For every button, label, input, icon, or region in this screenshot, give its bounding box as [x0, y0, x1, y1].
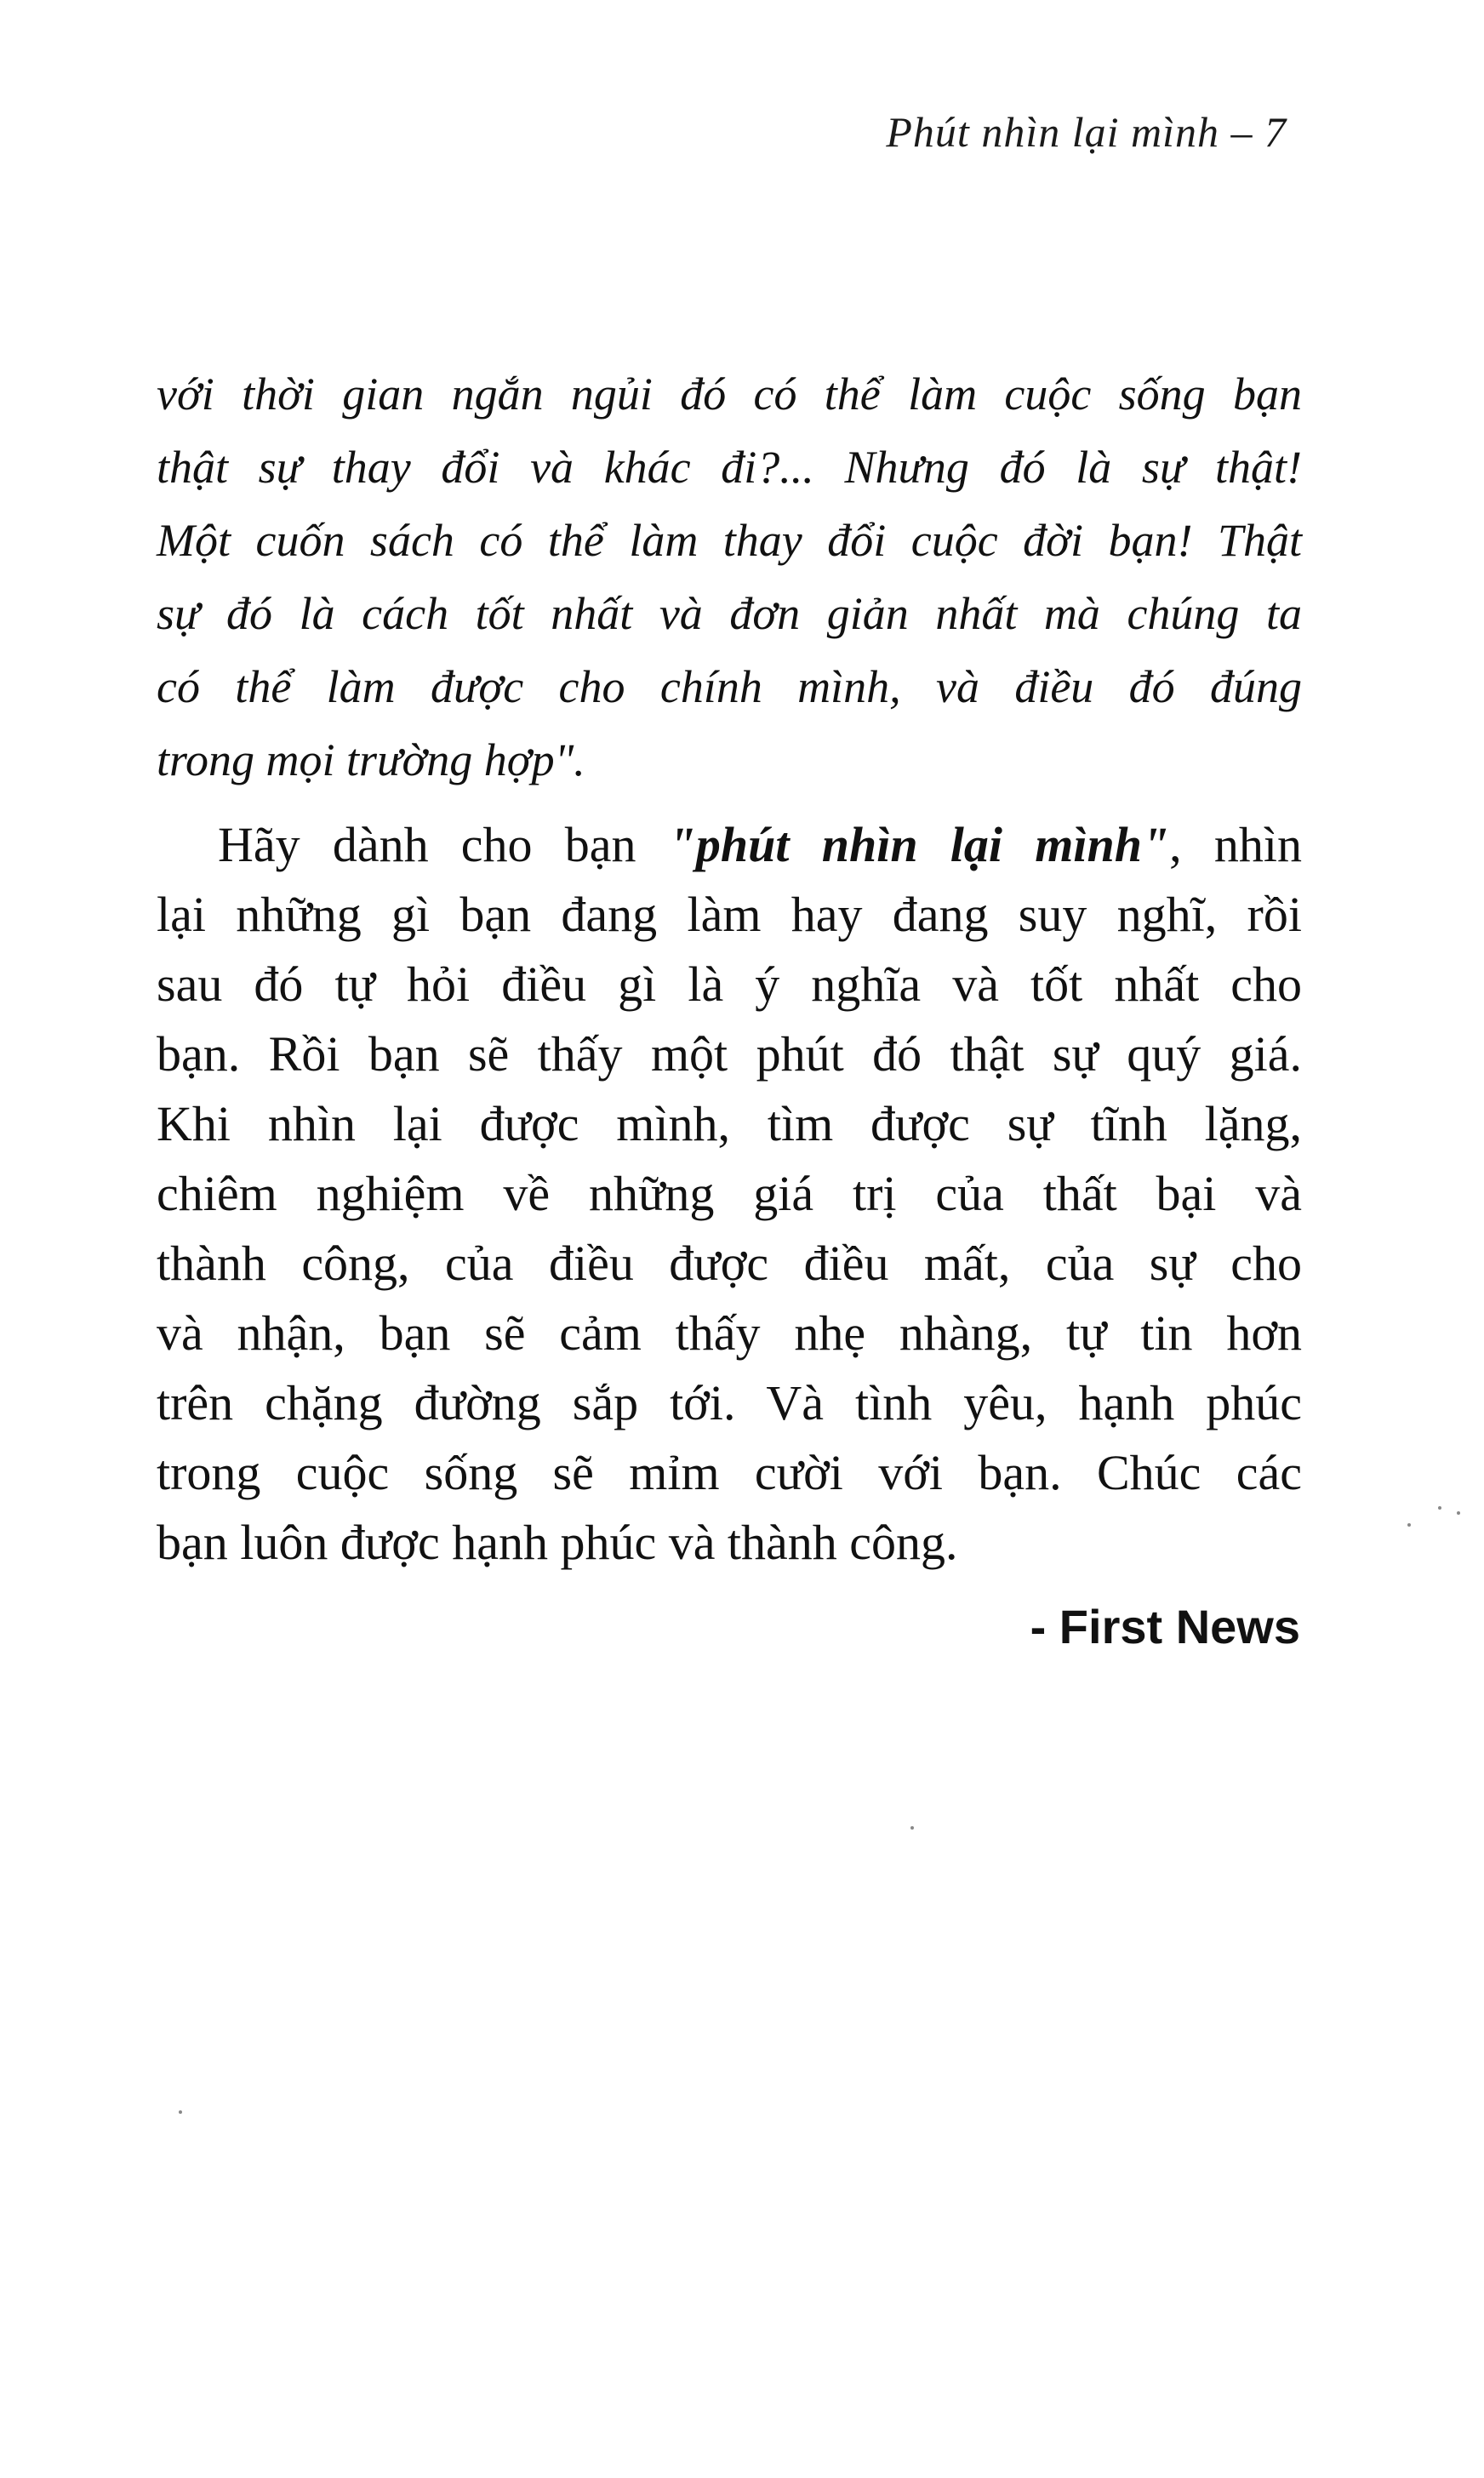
quote-line: Một cuốn sách có thể làm thay đổi cuộc đời bạn! Thật — [157, 515, 1302, 566]
quote-line: trong mọi trường hợp". — [157, 734, 585, 785]
paragraph-line: trên chặng đường sắp tới. Và tình yêu, hạnh phúc — [157, 1375, 1302, 1430]
print-speck — [1407, 1523, 1411, 1527]
print-speck — [1438, 1506, 1441, 1510]
paragraph-line: chiêm nghiệm về những giá trị của thất bại và — [157, 1166, 1302, 1221]
paragraph-lead-tail: , nhìn — [1169, 817, 1302, 872]
page-body — [157, 357, 1302, 1661]
paragraph-line: lại những gì bạn đang làm hay đang suy nghĩ, rồi — [157, 887, 1302, 942]
paragraph-first-line — [157, 810, 1302, 880]
paragraph-line: bạn luôn được hạnh phúc và thành công. — [157, 1515, 958, 1570]
emphasized-phrase: "phút nhìn lại mình" — [668, 817, 1170, 872]
paragraph-line: Khi nhìn lại được mình, tìm được sự tĩnh lặng, — [157, 1096, 1302, 1151]
paragraph-line: sau đó tự hỏi điều gì là ý nghĩa và tốt nhất cho — [157, 956, 1302, 1012]
signature: - First News — [1030, 1600, 1300, 1653]
paragraph-line: và nhận, bạn sẽ cảm thấy nhẹ nhàng, tự tin hơn — [157, 1305, 1302, 1361]
paragraph-line: trong cuộc sống sẽ mỉm cười với bạn. Chúc các — [157, 1445, 1302, 1500]
quote-line: sự đó là cách tốt nhất và đơn giản nhất mà chúng ta — [157, 588, 1302, 639]
quote-continuation — [157, 357, 1302, 796]
quote-line: thật sự thay đổi và khác đi?... Nhưng đó là sự thật! — [157, 442, 1302, 493]
paragraph-lead-text: Hãy dành cho bạn — [218, 817, 669, 872]
paragraph-line: bạn. Rồi bạn sẽ thấy một phút đó thật sự quý giá. — [157, 1026, 1302, 1082]
print-speck — [1457, 1511, 1460, 1515]
closing-paragraph — [157, 810, 1302, 1578]
paragraph-line: thành công, của điều được điều mất, của sự cho — [157, 1236, 1302, 1291]
quote-line: với thời gian ngắn ngủi đó có thể làm cuộc sống bạn — [157, 368, 1302, 420]
running-header: Phút nhìn lại mình – 7 — [886, 108, 1287, 156]
quote-line: có thể làm được cho chính mình, và điều đó đúng — [157, 661, 1302, 712]
print-speck — [910, 1826, 914, 1830]
print-speck — [179, 2110, 182, 2114]
